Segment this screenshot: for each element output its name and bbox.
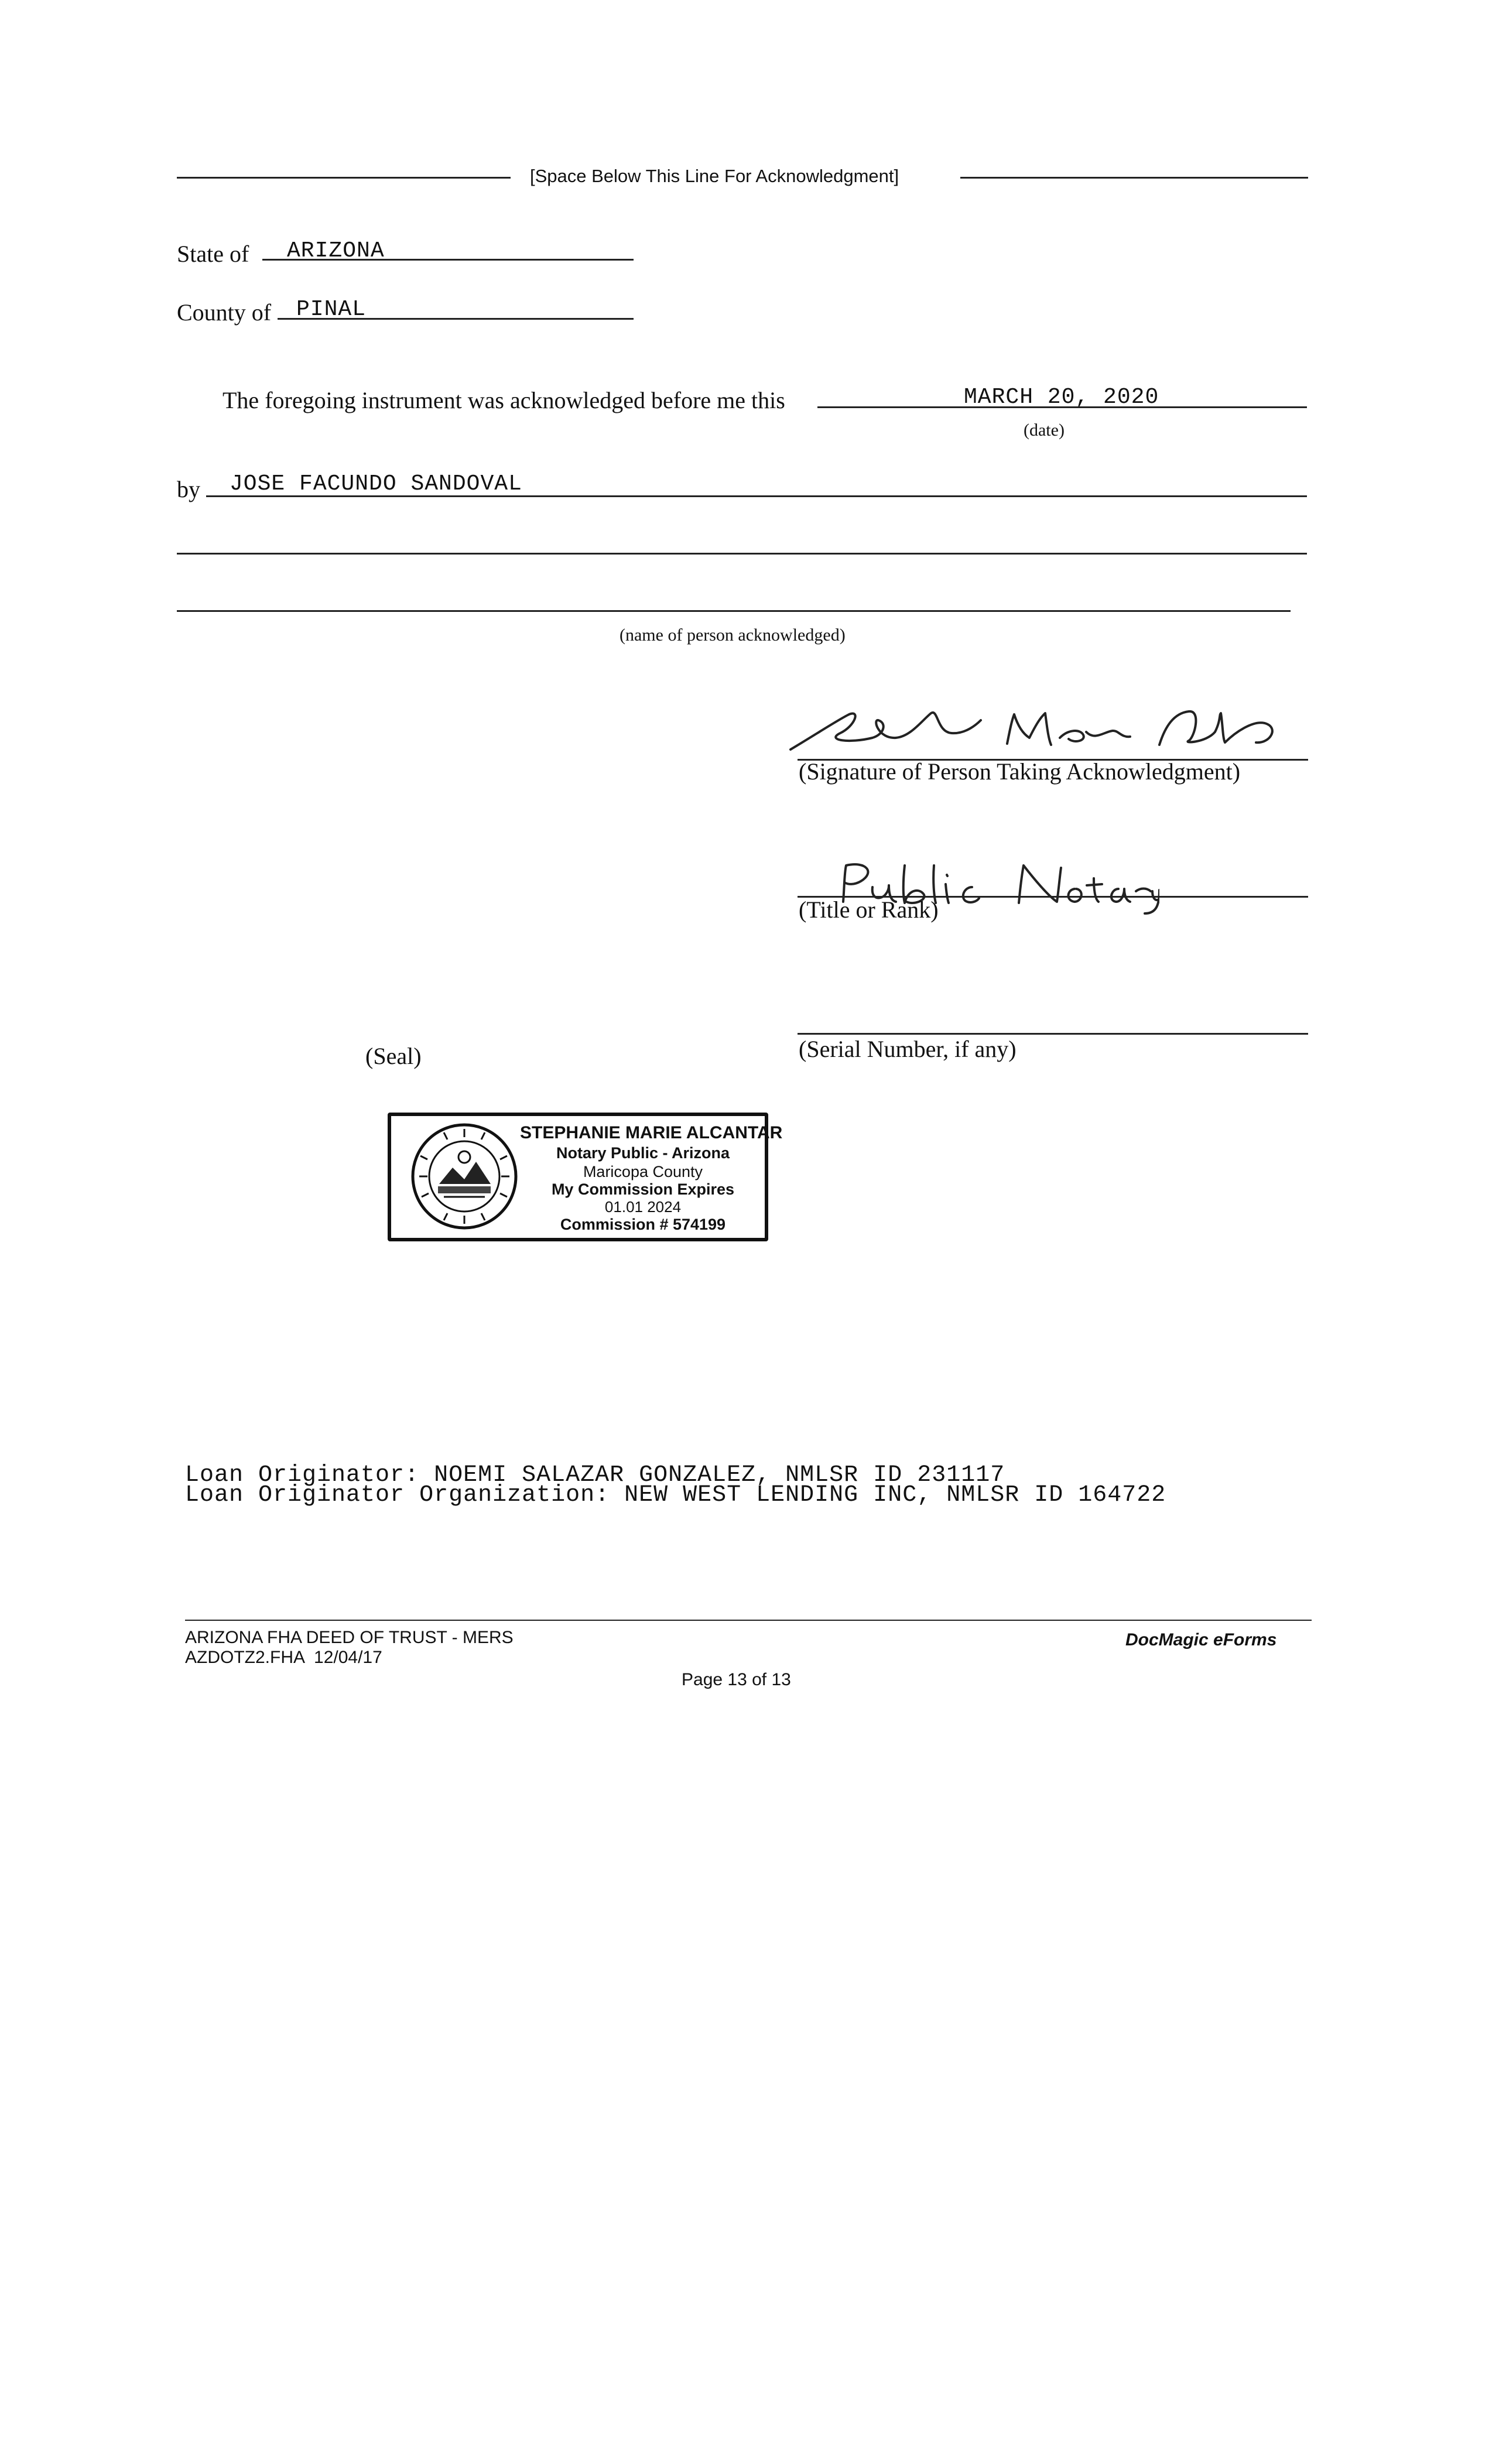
footer-rule — [185, 1620, 1312, 1621]
person-underline-3 — [177, 610, 1291, 612]
county-value: PINAL — [296, 297, 367, 322]
person-underline-2 — [177, 553, 1307, 555]
loan-originator-organization: Loan Originator Organization: NEW WEST LENDING INC, NMLSR ID 164722 — [185, 1482, 1166, 1508]
person-underline-1 — [206, 495, 1307, 497]
serial-caption: (Serial Number, if any) — [799, 1036, 1017, 1062]
person-caption: (name of person acknowledged) — [620, 625, 846, 645]
state-value: ARIZONA — [287, 238, 385, 263]
acknowledgment-sentence: The foregoing instrument was acknowledged before me this — [223, 387, 785, 413]
acknowledgment-header: [Space Below This Line For Acknowledgment] — [530, 166, 899, 186]
stamp-line-3: My Commission Expires — [551, 1180, 735, 1198]
notary-signature-image — [785, 697, 1300, 761]
footer-brand-logo: DocMagic eForms — [1125, 1630, 1277, 1649]
acknowledgment-date: MARCH 20, 2020 — [964, 385, 1159, 410]
footer-form-code: AZDOTZ2.FHA 12/04/17 — [185, 1648, 382, 1667]
serial-underline — [798, 1033, 1308, 1035]
header-rule-right — [960, 177, 1308, 179]
stamp-line-2: Maricopa County — [583, 1163, 703, 1180]
county-label: County of — [177, 299, 272, 326]
arizona-state-seal-icon — [409, 1121, 520, 1232]
title-caption: (Title or Rank) — [799, 896, 939, 923]
person-acknowledged-value: JOSE FACUNDO SANDOVAL — [230, 471, 522, 497]
footer-page-number: Page 13 of 13 — [682, 1670, 791, 1689]
state-underline — [262, 259, 634, 261]
loan-originator: Loan Originator: NOEMI SALAZAR GONZALEZ, NMLSR ID 231117 — [185, 1462, 1005, 1488]
stamp-name: STEPHANIE MARIE ALCANTAR — [520, 1123, 783, 1142]
footer-form-title: ARIZONA FHA DEED OF TRUST - MERS — [185, 1628, 514, 1647]
county-underline — [278, 318, 634, 320]
date-caption: (date) — [1024, 420, 1065, 440]
by-label: by — [177, 476, 200, 502]
stamp-line-4: 01.01 2024 — [604, 1198, 682, 1216]
seal-label: (Seal) — [365, 1043, 422, 1069]
stamp-line-1: Notary Public - Arizona — [556, 1144, 730, 1162]
signature-caption: (Signature of Person Taking Acknowledgment) — [799, 758, 1241, 785]
date-underline — [817, 406, 1307, 408]
notary-stamp — [388, 1113, 783, 1241]
stamp-line-5: Commission # 574199 — [560, 1216, 726, 1233]
header-rule-left — [177, 177, 511, 179]
state-label: State of — [177, 241, 249, 267]
